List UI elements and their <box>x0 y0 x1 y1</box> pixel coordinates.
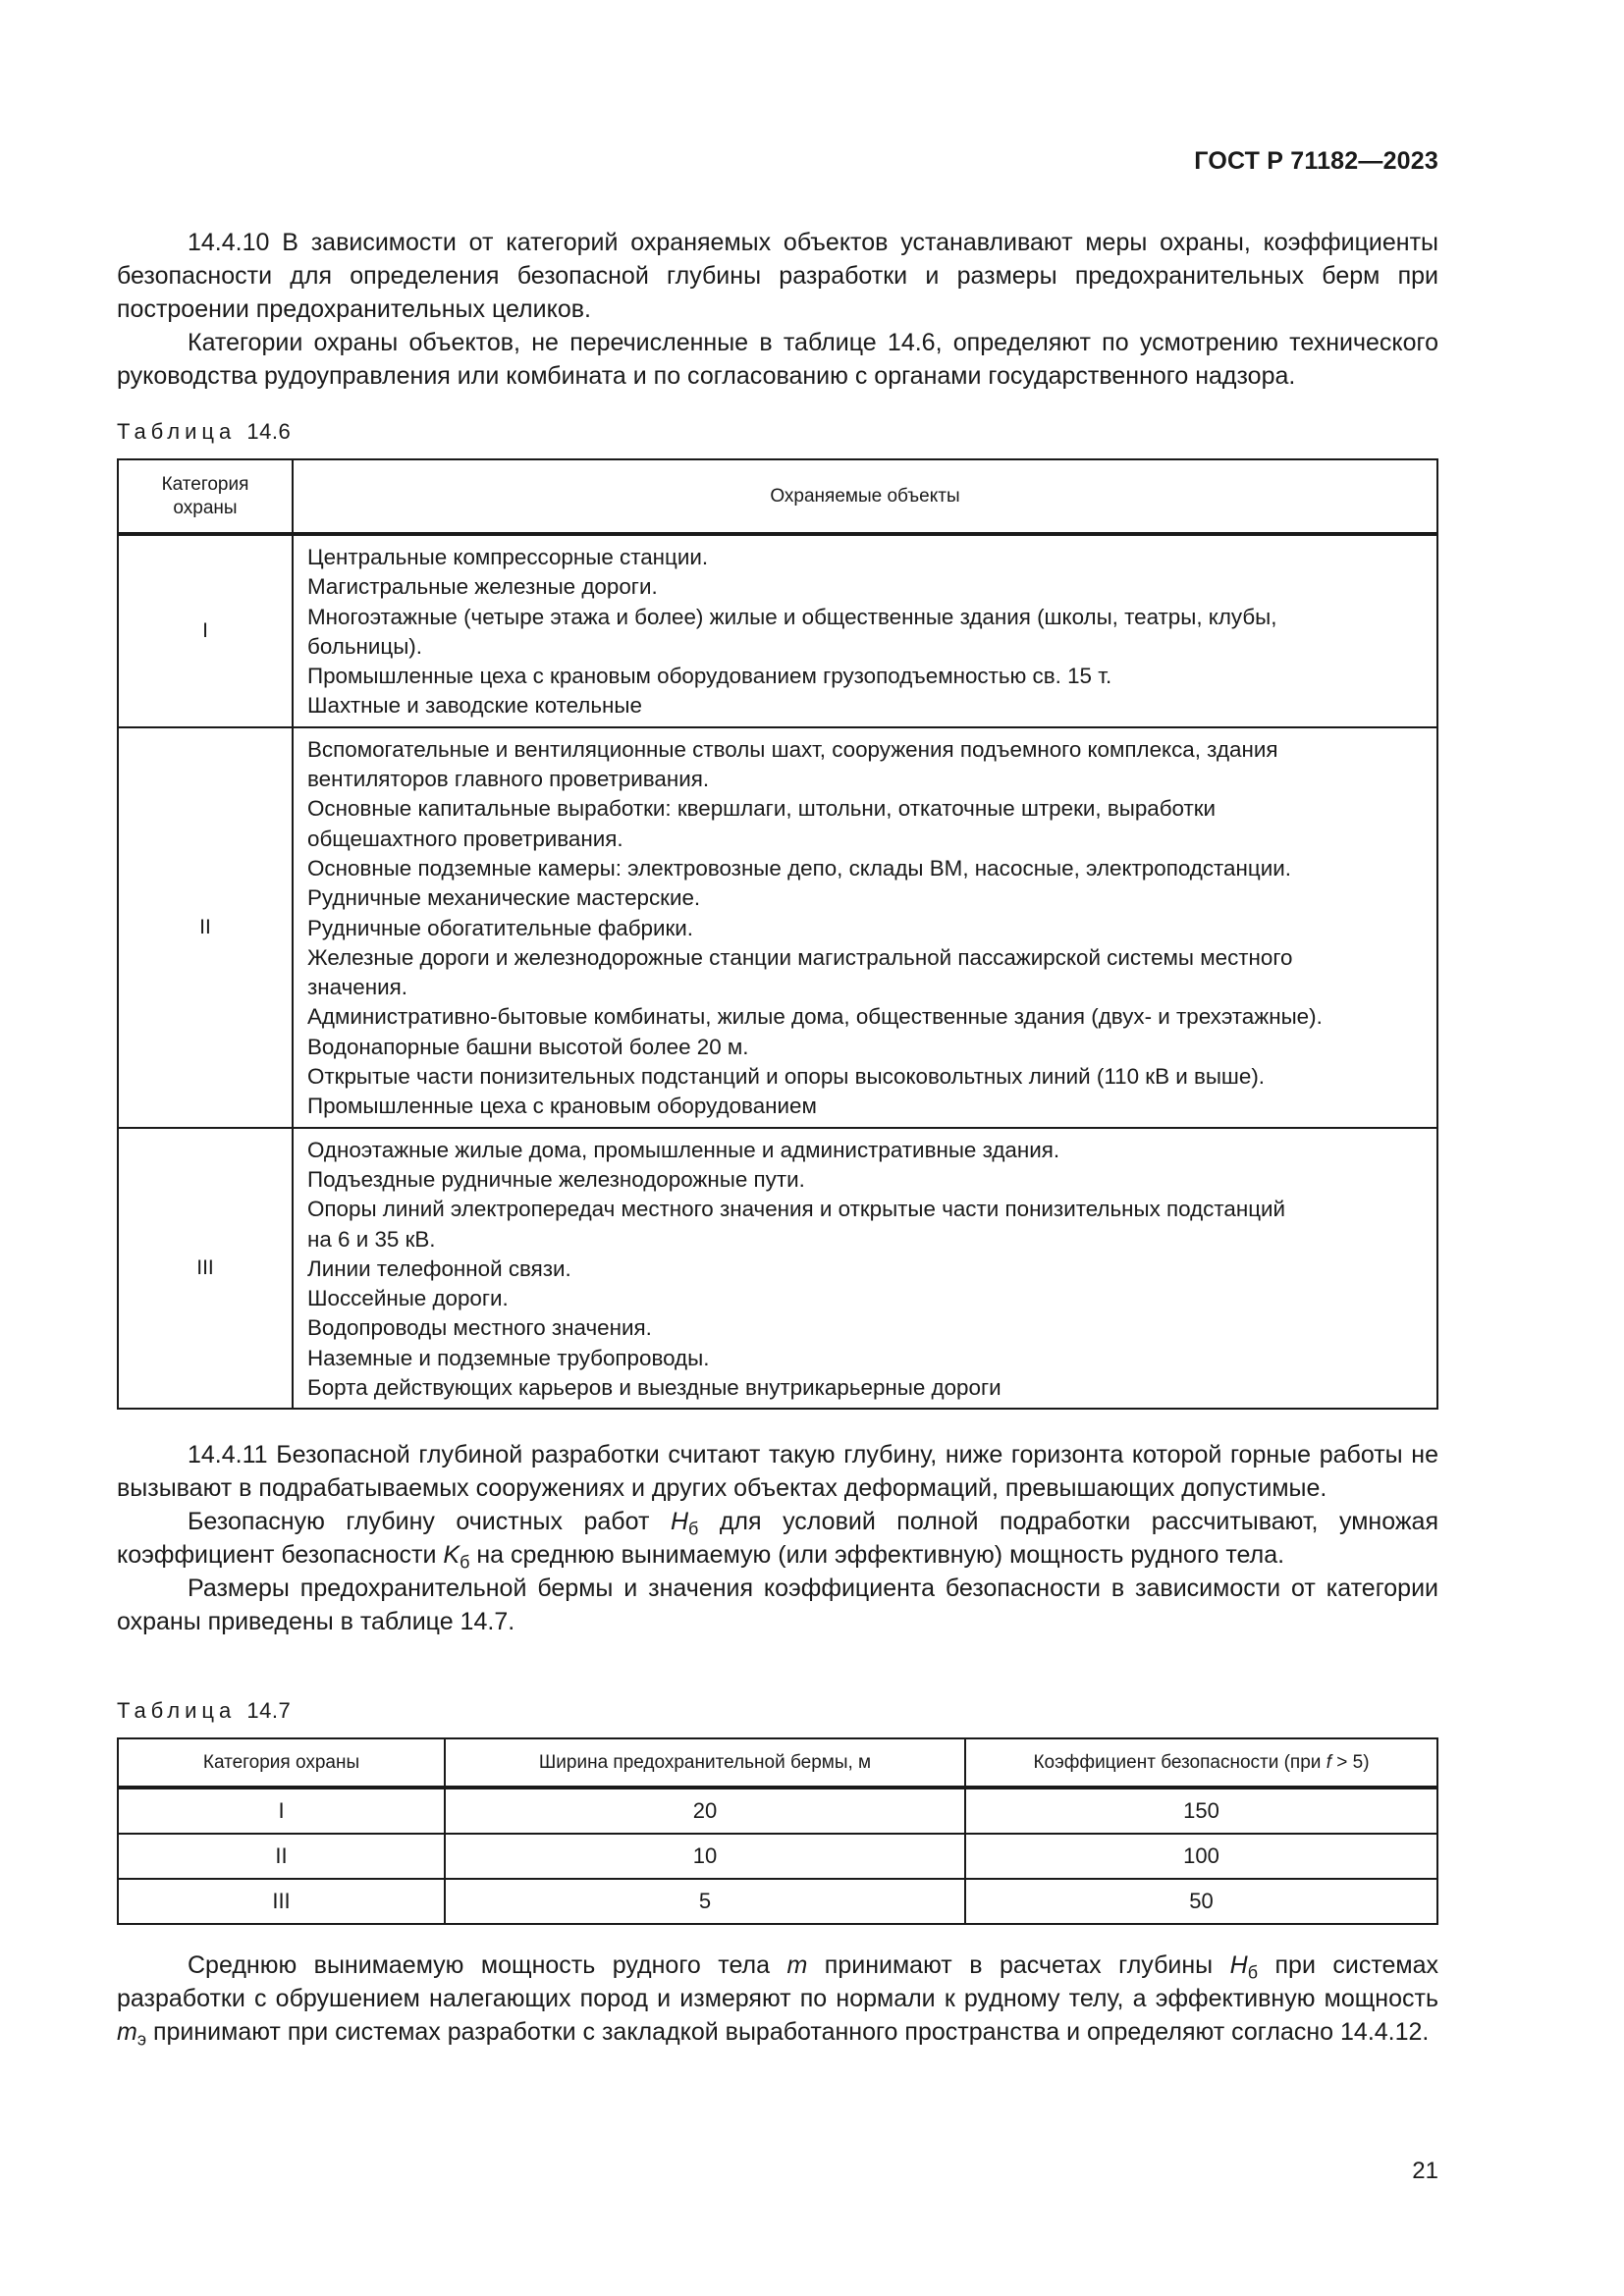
table-14-7 <box>117 1737 1438 1925</box>
header-category: Категория охраны <box>118 1738 445 1788</box>
object-line: Борта действующих карьеров и выездные внутрикарьерные дороги <box>307 1375 1001 1401</box>
object-line: Открытые части понизительных подстанций и опоры высоковольтных линий (110 кВ и выше). <box>307 1064 1266 1090</box>
object-line: Магистральные железные дороги. <box>307 574 658 600</box>
object-line: общешахтного проветривания. <box>307 826 623 851</box>
object-line: Шоссейные дороги. <box>307 1286 509 1311</box>
object-line: Основные подземные камеры: электровозные депо, склады ВМ, насосные, электроподстанции. <box>307 855 1291 881</box>
category-cell: I <box>118 1788 445 1834</box>
category-cell: I <box>118 534 293 727</box>
object-line: на 6 и 35 кВ. <box>307 1226 436 1252</box>
object-line: Подъездные рудничные железнодорожные пути. <box>307 1166 805 1192</box>
object-line: Железные дороги и железнодорожные станции магистральной пассажирской системы местного <box>307 944 1293 970</box>
objects-cell <box>293 534 1437 727</box>
object-line: Водонапорные башни высотой более 20 м. <box>307 1034 749 1059</box>
paragraph: 14.4.10 В зависимости от категорий охраняемых объектов устанавливают меры охраны, коэффициенты безопасности для определения безопасной глубины разработки и размеры предохранительных берм при построении предохранительных целиков. <box>117 229 1438 323</box>
page-number: 21 <box>1412 2158 1438 2184</box>
safety-coefficient-cell: 150 <box>965 1788 1437 1834</box>
object-line: Линии телефонной связи. <box>307 1255 571 1281</box>
table-14-6 <box>117 458 1438 1410</box>
object-line: больницы). <box>307 633 422 659</box>
table-row <box>118 1879 1437 1924</box>
object-line: Наземные и подземные трубопроводы. <box>307 1345 710 1370</box>
category-cell: II <box>118 1834 445 1879</box>
category-cell: II <box>118 727 293 1128</box>
paragraph: Размеры предохранительной бермы и значения коэффициента безопасности в зависимости от категории охраны приведены в таблице 14.7. <box>117 1575 1438 1635</box>
object-line: Одноэтажные жилые дома, промышленные и административные здания. <box>307 1137 1060 1162</box>
paragraph: Среднюю вынимаемую мощность рудного тела m принимают в расчетах глубины $H_б$ при системах разработки с обрушением налегающих пород и измеряют по нормали к рудному телу, а эффективную мощность $m_э$ принимают при системах разработки с закладкой выработанного пространства и определяют согласно 14.4.12. <box>117 1951 1439 2050</box>
object-line: Многоэтажные (четыре этажа и более) жилые и общественные здания (школы, театры, клубы, <box>307 604 1277 629</box>
berm-width-cell: 20 <box>445 1788 965 1834</box>
header-category: Категория охраны <box>118 459 293 534</box>
berm-width-cell: 10 <box>445 1834 965 1879</box>
object-line: Рудничные обогатительные фабрики. <box>307 915 694 940</box>
object-line: Административно-бытовые комбинаты, жилые дома, общественные здания (двух- и трехэтажные). <box>307 1004 1323 1030</box>
object-line: Промышленные цеха с крановым оборудованием <box>307 1094 817 1119</box>
object-line: Промышленные цеха с крановым оборудованием грузоподъемностью св. 15 т. <box>307 664 1112 689</box>
objects-cell <box>293 1128 1437 1410</box>
table-row <box>118 727 1437 1128</box>
paragraph: Безопасную глубину очистных работ $H_б$ для условий полной подработки рассчитывают, умножая коэффициент безопасности $K_б$ на среднюю вынимаемую (или эффективную) мощность рудного тела. <box>117 1508 1438 1573</box>
table-row <box>118 534 1437 727</box>
berm-width-cell: 5 <box>445 1879 965 1924</box>
object-line: значения. <box>307 975 407 1000</box>
table-row <box>118 1834 1437 1879</box>
object-line: Рудничные механические мастерские. <box>307 885 701 911</box>
object-line: вентиляторов главного проветривания. <box>307 767 710 792</box>
object-line: Шахтные и заводские котельные <box>307 693 642 719</box>
object-line: Водопроводы местного значения. <box>307 1315 652 1341</box>
header-objects: Охраняемые объекты <box>293 459 1437 534</box>
section-14-4-11 <box>117 1438 1438 1638</box>
table-row <box>118 1128 1437 1410</box>
document-id: ГОСТ Р 71182—2023 <box>1194 147 1438 175</box>
table-14-7-caption: Таблица 14.7 <box>117 1698 292 1723</box>
category-cell: III <box>118 1879 445 1924</box>
safety-coefficient-cell: 100 <box>965 1834 1437 1879</box>
header-safety-coefficient: Коэффициент безопасности (при f > 5) <box>965 1738 1437 1788</box>
object-line: Основные капитальные выработки: квершлаги, штольни, откаточные штреки, выработки <box>307 796 1217 822</box>
object-line: Опоры линий электропередач местного значения и открытые части понизительных подстанций <box>307 1197 1286 1222</box>
object-line: Вспомогательные и вентиляционные стволы шахт, сооружения подъемного комплекса, здания <box>307 736 1278 762</box>
header-berm-width: Ширина предохранительной бермы, м <box>445 1738 965 1788</box>
table-row <box>118 1788 1437 1834</box>
paragraph: Категории охраны объектов, не перечисленные в таблице 14.6, определяют по усмотрению технического руководства рудоуправления или комбината и по согласованию с органами государственного надзора. <box>117 329 1438 390</box>
safety-coefficient-cell: 50 <box>965 1879 1437 1924</box>
objects-cell <box>293 727 1437 1128</box>
object-line: Центральные компрессорные станции. <box>307 545 709 569</box>
table-14-6-caption: Таблица 14.6 <box>117 419 292 444</box>
section-14-4-10 <box>117 226 1438 393</box>
paragraph: 14.4.11 Безопасной глубиной разработки считают такую глубину, ниже горизонта которой горные работы не вызывают в подрабатываемых сооружениях и других объектах деформаций, превышающих допустимые. <box>117 1441 1438 1502</box>
category-cell: III <box>118 1128 293 1410</box>
closing-paragraph <box>117 1949 1438 2049</box>
